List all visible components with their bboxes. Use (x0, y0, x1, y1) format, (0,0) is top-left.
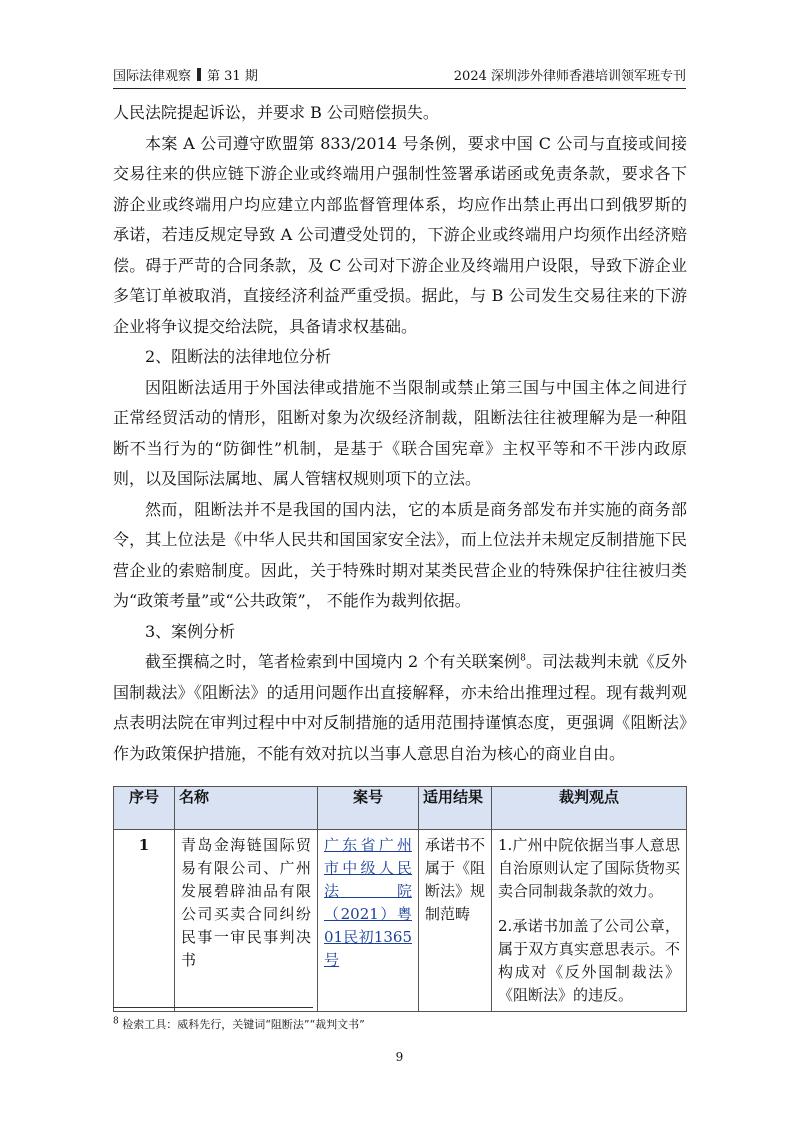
case-analysis-text-after: 。司法裁判未就《反外国制裁法》《阻断法》的适用问题作出直接解释，亦未给出推理过程。现有裁判观点表明法院在审判过程中中对反制措施的适用范围持谨慎态度，更强调《阻断法》作为政策保护措施，不能有效对抗以当事人意思自治为核心的商业自由。 (113, 652, 687, 763)
case-analysis-text-before: 截至撰稿之时，笔者检索到中国境内 2 个有关联案例 (145, 652, 521, 671)
issue-number: 第 31 期 (207, 69, 258, 84)
header-views: 裁判观点 (492, 787, 687, 830)
journal-name: 国际法律观察 (113, 69, 192, 84)
paragraph-legal-status: 因阻断法适用于外国法律或措施不当限制或禁止第三国与中国主体之间进行正常经贸活动的情形，阻断对象为次级经济制裁，阻断法往往被理解为是一种阻断不当行为的“防御性”机制，是基于《联合国宪章》主权平等和不干涉内政原则，以及国际法属地、属人管辖权规则项下的立法。 (113, 377, 687, 488)
section-heading-3: 3、案例分析 (145, 621, 236, 641)
header-result: 适用结果 (419, 787, 492, 830)
footnote-mark: 8 (113, 1016, 119, 1027)
case-table (113, 786, 687, 1012)
paragraph-case-analysis (113, 647, 687, 769)
special-issue-title: 2024 深圳涉外律师香港培训领军班专刊 (453, 69, 686, 84)
page-number: 9 (395, 1050, 404, 1064)
cell-name: 青岛金海链国际贸易有限公司、广州发展碧辟油品有限公司买卖合同纠纷民事一审民事判决书 (175, 830, 318, 1012)
view-point-2: 2.承诺书加盖了公司公章，属于双方真实意思表示。不构成对《反外国制裁法》《阻断法》的违反。 (498, 917, 680, 1004)
section-heading-2: 2、阻断法的法律地位分析 (145, 347, 332, 366)
cell-views (492, 830, 687, 1012)
footnote-separator (113, 1007, 313, 1008)
header-case-no: 案号 (318, 787, 419, 830)
footnote-text: 检索工具：威科先行，关键词“阻断法”“裁判文书” (122, 1018, 365, 1031)
cell-no: 1 (114, 830, 175, 1012)
body-text (113, 98, 687, 769)
table-row (114, 830, 687, 1012)
header-no: 序号 (114, 787, 175, 830)
header-divider-bar (197, 68, 201, 81)
table-header-row (114, 787, 687, 830)
paragraph-continued: 人民法院提起诉讼，并要求 B 公司赔偿损失。 (113, 103, 439, 122)
view-point-1: 1.广州中院依据当事人意思自治原则认定了国际货物买卖合同制裁条款的效力。 (498, 836, 680, 900)
header-name: 名称 (175, 787, 318, 830)
paragraph-case-facts: 本案 A 公司遵守欧盟第 833/2014 号条例，要求中国 C 公司与直接或间接交易往来的供应链下游企业或终端用户强制性签署承诺函或免责条款，要求各下游企业或终端用户均应建立内部监督管理体系，均应作出禁止再出口到俄罗斯的承诺，若违反规定导致 A 公司遭受处罚的，下游企业或终端用户均须作出经济赔偿。碍于严苛的合同条款，及 C 公司对下游企业及终端用户设限，导致下游企业多笔订单被取消，直接经济利益严重受损。据此，与 B 公司发生交易往来的下游企业将争议提交给法院，具备请求权基础。 (113, 133, 687, 336)
footnote (113, 1016, 365, 1032)
cell-case-no-link[interactable]: 广东省广州市中级人民法院（2021）粤01民初1365号 (318, 830, 419, 1012)
paragraph-nature: 然而，阻断法并不是我国的国内法，它的本质是商务部发布并实施的商务部令，其上位法是《中华人民共和国国家安全法》，而上位法并未规定反制措施下民营企业的索赔制度。因此，关于特殊时期对某类民营企业的特殊保护往往被归类为“政策考量”或“公共政策”， 不能作为裁判依据。 (113, 499, 687, 610)
cell-result: 承诺书不属于《阻断法》规制范畴 (419, 830, 492, 1012)
footnote-reference[interactable]: 8 (520, 653, 526, 664)
journal-title (113, 65, 258, 84)
running-header (113, 62, 686, 89)
